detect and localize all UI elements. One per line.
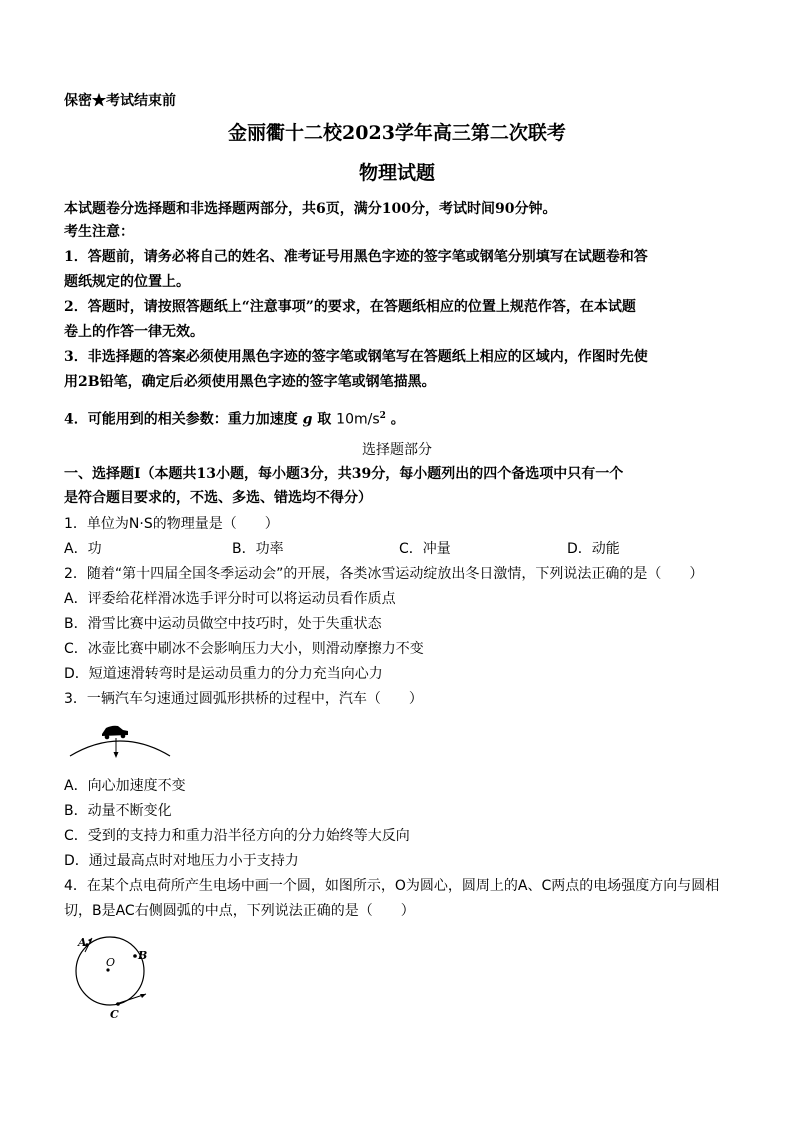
note-4 — [64, 406, 405, 430]
label-o: O — [106, 956, 116, 969]
gravity-symbol: g — [302, 411, 313, 428]
car-icon — [102, 726, 128, 740]
q1-stem: 1．单位为N·S的物理量是（ ） — [64, 516, 279, 532]
q2-option-b: B．滑雪比赛中运动员做空中技巧时，处于失重状态 — [64, 616, 382, 632]
down-arrow-icon — [114, 752, 119, 758]
q3-option-b: B．动量不断变化 — [64, 803, 172, 819]
arch-bridge-figure — [66, 712, 176, 762]
q4-stem-line-2: 切，B是AC右侧圆弧的中点，下列说法正确的是（ ） — [64, 903, 415, 919]
q2-option-c: C．冰壶比赛中刷冰不会影响压力大小，则滑动摩擦力不变 — [64, 641, 424, 657]
section-name: 选择题部分 — [362, 442, 432, 458]
part-instruction-line-2: 是符合题目要求的，不选、多选、错选均不得分） — [64, 490, 372, 506]
note-3-line-1: 3．非选择题的答案必须使用黑色字迹的签字笔或钢笔写在答题纸上相应的区域内，作图时先使 — [64, 349, 648, 365]
label-c: C — [110, 1008, 119, 1021]
note-4-prefix: 4．可能用到的相关参数：重力加速度 — [64, 411, 298, 428]
confidential-label: 保密★考试结束前 — [64, 93, 176, 109]
gravity-exponent: 2 — [379, 411, 386, 421]
note-4-take: 取 — [317, 411, 332, 428]
q2-option-a: A．评委给花样滑冰选手评分时可以将运动员看作质点 — [64, 591, 396, 607]
q3-option-c: C．受到的支持力和重力沿半径方向的分力始终等大反向 — [64, 828, 410, 844]
q1-option-c: C．冲量 — [399, 541, 451, 557]
note-1-line-2: 题纸规定的位置上。 — [64, 274, 190, 290]
q4-stem-line-1: 4．在某个点电荷所产生电场中画一个圆，如图所示，O为圆心，圆周上的A、C两点的电场强度方向与圆相 — [64, 878, 720, 894]
q2-stem: 2．随着“第十四届全国冬季运动会”的开展，各类冰雪运动绽放出冬日激情，下列说法正确的是（ ） — [64, 566, 704, 582]
note-4-end: 。 — [390, 411, 405, 428]
exam-title: 金丽衢十二校2023学年高三第二次联考 — [228, 122, 566, 144]
point-b — [133, 954, 137, 958]
note-2-line-2: 卷上的作答一律无效。 — [64, 324, 204, 340]
note-3-line-2: 用2B铅笔，确定后必须使用黑色字迹的签字笔或钢笔描黑。 — [64, 374, 436, 390]
q3-option-d: D．通过最高点时对地压力小于支持力 — [64, 853, 299, 869]
q1-option-d: D．动能 — [567, 541, 620, 557]
exam-overview: 本试题卷分选择题和非选择题两部分，共6页，满分100分，考试时间90分钟。 — [64, 201, 557, 217]
q1-option-a: A．功 — [64, 541, 102, 557]
note-2-line-1: 2．答题时，请按照答题纸上“注意事项”的要求，在答题纸相应的位置上规范作答，在本试题 — [64, 299, 636, 315]
q1-option-b: B．功率 — [232, 541, 284, 557]
part-instruction-line-1: 一、选择题Ⅰ（本题共13小题，每小题3分，共39分，每小题列出的四个备选项中只有一个 — [64, 466, 624, 482]
note-1-line-1: 1．答题前，请务必将自己的姓名、准考证号用黑色字迹的签字笔或钢笔分别填写在试题卷和答 — [64, 249, 648, 265]
q3-option-a: A．向心加速度不变 — [64, 778, 186, 794]
gravity-value: 10m/s — [336, 411, 380, 428]
circle-field-figure — [68, 930, 154, 1022]
subject-title: 物理试题 — [358, 162, 435, 184]
q2-option-d: D．短道速滑转弯时是运动员重力的分力充当向心力 — [64, 666, 383, 682]
label-b: B — [138, 949, 148, 962]
label-a: A — [78, 936, 87, 949]
q3-stem: 3．一辆汽车匀速通过圆弧形拱桥的过程中，汽车（ ） — [64, 691, 423, 707]
bridge-arc — [70, 741, 170, 756]
notice-heading: 考生注意： — [64, 224, 134, 240]
